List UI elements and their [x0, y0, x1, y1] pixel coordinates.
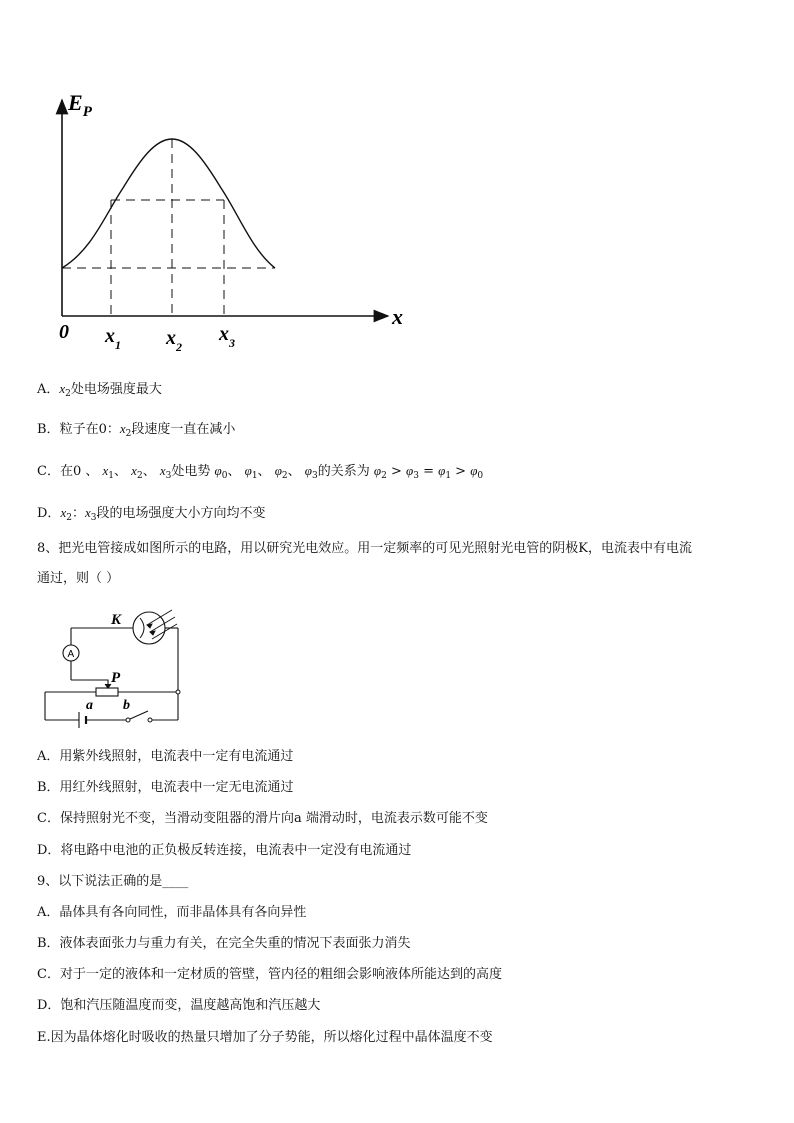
q9-option-a: A．晶体具有各向同性，而非晶体具有各向异性 [37, 905, 307, 920]
q8-stem-line1: 8、把光电管接成如图所示的电路，用以研究光电效应。用一定频率的可见光照射光电管的阴极K，电流表中有电流 [37, 541, 692, 556]
q8-stem-line2: 通过，则（ ） [37, 571, 120, 586]
q9-option-b: B．液体表面张力与重力有关，在完全失重的情况下表面张力消失 [37, 936, 411, 951]
q9-stem: 9、以下说法正确的是____ [37, 874, 189, 889]
origin-label: 0 [59, 321, 69, 343]
q7-option-d: D．$x_2$：$x_3$段的电场强度大小方向均不变 [37, 505, 266, 523]
rheostat [96, 688, 118, 696]
label-a: a [86, 698, 93, 713]
q9-option-c: C．对于一定的液体和一定材质的管壁，管内径的粗细会影响液体所能达到的高度 [37, 967, 502, 982]
q9-option-e: E.因为晶体熔化时吸收的热量只增加了分子势能，所以熔化过程中晶体温度不变 [37, 1030, 493, 1045]
q7-option-c: C．在0 、 $x_1$、 $x_2$、 $x_3$处电势 $\varphi_0$、 $\varphi_1$、 $\varphi_2$、 $\varphi_3$的关系为 $\varphi_2 > \varphi_3 = \varphi_1 > \varphi_0$ [37, 463, 484, 481]
q8-option-b: B．用红外线照射，电流表中一定无电流通过 [37, 780, 294, 795]
photoelectric-circuit-diagram [0, 600, 200, 730]
label-p: P [111, 670, 121, 686]
switch [130, 711, 148, 719]
q7-option-b: B．粒子在0：$x_2$段速度一直在减小 [37, 421, 236, 439]
tick-label-x3: $x_3$ [219, 323, 235, 350]
ammeter-label: A [67, 649, 75, 660]
x-axis-label: x [392, 304, 403, 329]
q9-option-d: D．饱和汽压随温度而变，温度越高饱和汽压越大 [37, 998, 321, 1013]
q8-option-a: A．用紫外线照射，电流表中一定有电流通过 [37, 749, 294, 764]
label-b: b [123, 698, 130, 713]
q8-option-c: C．保持照射光不变，当滑动变阻器的滑片向a 端滑动时，电流表示数可能不变 [37, 811, 488, 826]
q7-option-a: A．$x_2$处电场强度最大 [37, 381, 162, 399]
q8-option-d: D．将电路中电池的正负极反转连接，电流表中一定没有电流通过 [37, 843, 412, 858]
potential-energy-graph [0, 0, 420, 360]
energy-curve [62, 139, 275, 268]
tick-label-x1: $x_1$ [105, 325, 121, 352]
label-k: K [111, 612, 122, 628]
tick-label-x2: $x_2$ [166, 327, 182, 354]
y-axis-label: $E_P$ [68, 90, 92, 120]
